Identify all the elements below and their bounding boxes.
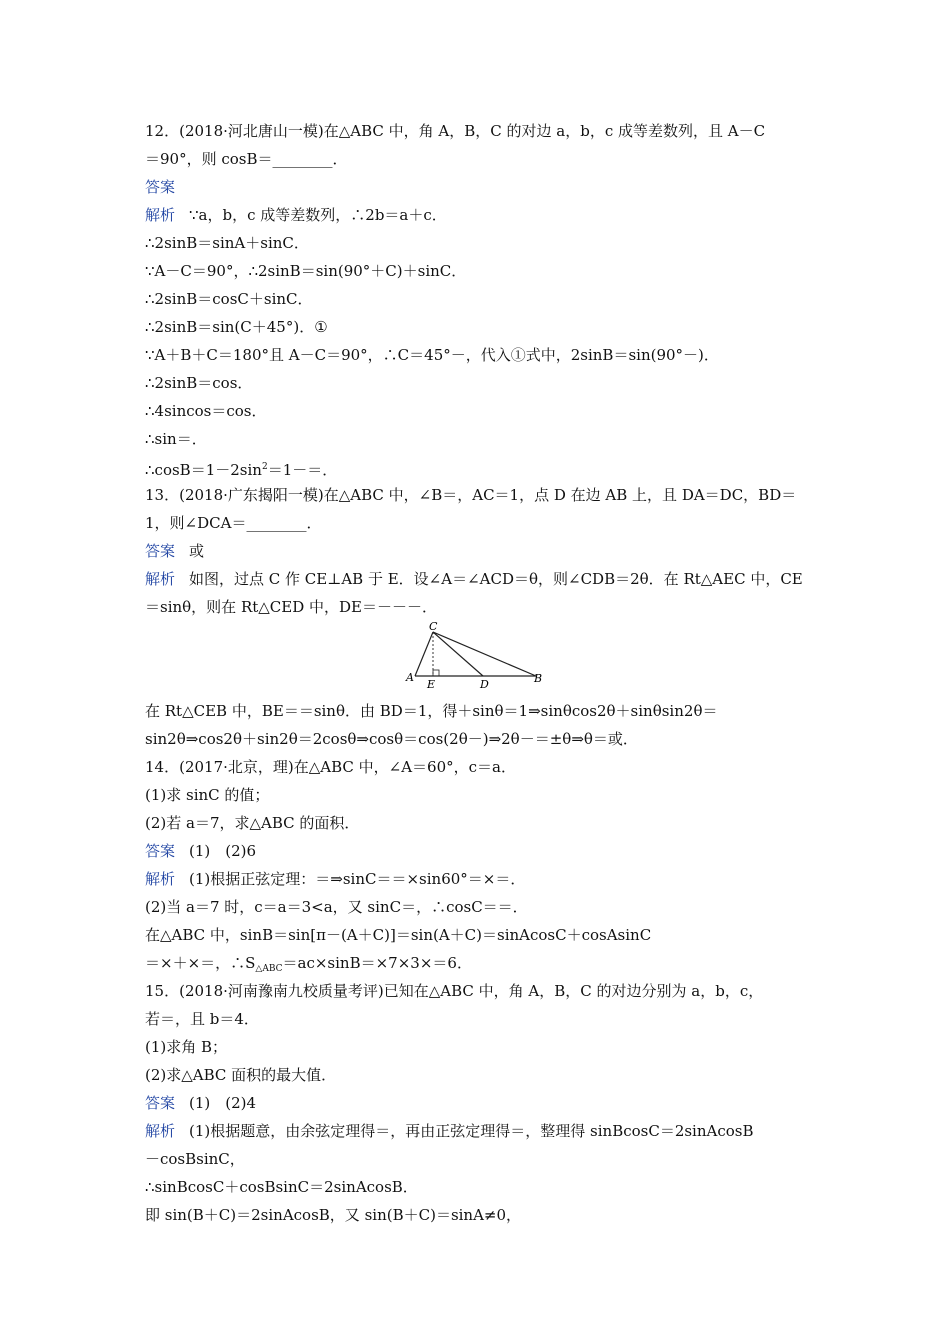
q14-text-line1: 14．(2017·北京，理)在△ABC 中，∠A＝60°，c＝a． [145,758,516,776]
label-d: D [480,678,489,691]
q12-text-line1: 12．(2018·河北唐山一模)在△ABC 中，角 A，B，C 的对边 a，b，c 成等差数列，且 A－C [145,122,766,140]
answer-label: 答案 [145,1094,176,1112]
q12-analysis-line1 [145,205,447,225]
analysis-text: ∵a，b，c 成等差数列，∴2b＝a＋c． [189,206,447,224]
q12-step-8: ∴sin＝． [145,430,207,448]
segment-cb [433,632,536,676]
answer-label: 答案 [145,178,176,196]
q12-text-line2: ＝90°，则 cosB＝________． [145,150,348,168]
q13-text-line2: 1，则∠DCA＝________． [145,514,322,532]
q14-area-subscript: △ABC [255,964,283,974]
q14-analysis-line1 [145,869,525,889]
q13-analysis-line3: 在 Rt△CEB 中，BE＝＝sinθ．由 BD＝1，得＋sinθ＝1⇒sinθcos2θ＋sinθsin2θ＝ [145,702,718,720]
q12-answer-row [145,177,175,197]
analysis-text: (1)根据题意，由余弦定理得＝，再由正弦定理得＝，整理得 sinBcosC＝2sinAcosB [189,1122,754,1140]
analysis-text: (1)根据正弦定理：＝⇒sinC＝＝×sin60°＝×＝． [189,870,526,888]
q12-step-9 [145,457,337,480]
label-e: E [427,678,436,691]
q14-analysis-line4 [145,953,472,979]
q12-step-5: ∵A＋B＋C＝180°且 A－C＝90°，∴C＝45°－，代入①式中，2sinB＝sin(90°－)． [145,346,719,364]
analysis-label: 解析 [145,206,176,224]
q15-part1: (1)求角 B； [145,1038,228,1056]
q12-step-1: ∴2sinB＝sinA＋sinC． [145,234,309,252]
q14-analysis-line4-text: ＝×＋×＝，∴S [145,954,256,972]
q14-analysis-line3: 在△ABC 中，sinB＝sin[π－(A＋C)]＝sin(A＋C)＝sinAcosC＋cosAsinC [145,926,652,944]
q14-answer: (1) (2)6 [189,842,257,860]
q13-analysis-line1 [145,569,803,589]
q12-step-4: ∴2sinB＝sin(C＋45°)．① [145,318,328,336]
q15-analysis-line3: ∴sinBcosC＋cosBsinC＝2sinAcosB． [145,1178,418,1196]
q13-answer: 或 [189,542,205,560]
answer-label: 答案 [145,842,176,860]
q15-analysis-line4: 即 sin(B＋C)＝2sinAcosB，又 sin(B＋C)＝sinA≠0， [145,1206,522,1224]
q13-text-line1: 13．(2018·广东揭阳一模)在△ABC 中，∠B＝，AC＝1，点 D 在边 AB 上，且 DA＝DC，BD＝ [145,486,797,504]
analysis-label: 解析 [145,570,176,588]
q15-text-line1: 15．(2018·河南豫南九校质量考评)已知在△ABC 中，角 A，B，C 的对边分别为 a，b，c， [145,982,764,1000]
q14-analysis-line2: (2)当 a＝7 时，c＝a＝3<a，又 sinC＝，∴cosC＝＝． [145,898,528,916]
label-c: C [429,620,438,633]
right-angle-mark [433,670,439,676]
q13-answer-row [145,541,204,561]
segment-ca [415,632,433,676]
q12-step-9-rest: ＝1－＝． [267,461,338,479]
q12-step-2: ∵A－C＝90°，∴2sinB＝sin(90°＋C)＋sinC． [145,262,467,280]
q13-analysis-line4: sin2θ⇒cos2θ＋sin2θ＝2cosθ⇒cosθ＝cos(2θ－)⇒2θ－＝±θ⇒θ＝或． [145,730,638,748]
q14-part1: (1)求 sinC 的值； [145,786,270,804]
analysis-label: 解析 [145,1122,176,1140]
analysis-text: 如图，过点 C 作 CE⊥AB 于 E．设∠A＝∠ACD＝θ，则∠CDB＝2θ．在 Rt△AEC 中，CE [189,570,803,588]
q15-answer: (1) (2)4 [189,1094,257,1112]
analysis-label: 解析 [145,870,176,888]
q15-analysis-line2: －cosBsinC， [145,1150,245,1168]
segment-cd [433,632,483,676]
q14-analysis-line4-rest: ＝ac×sinB＝×7×3×＝6． [282,954,472,972]
q15-part2: (2)求△ABC 面积的最大值． [145,1066,337,1084]
q12-step-9-text: ∴cosB＝1－2sin [145,461,262,479]
q15-text-line2: 若＝，且 b＝4． [145,1010,259,1028]
label-b: B [534,672,543,685]
q14-answer-row [145,841,256,861]
answer-label: 答案 [145,542,176,560]
q12-step-3: ∴2sinB＝cosC＋sinC． [145,290,313,308]
q12-step-9-superscript: 2 [261,462,268,472]
q14-part2: (2)若 a＝7，求△ABC 的面积． [145,814,360,832]
q15-analysis-line1 [145,1121,754,1141]
q13-analysis-line2: ＝sinθ，则在 Rt△CED 中，DE＝－－－． [145,598,438,616]
q12-step-6: ∴2sinB＝cos． [145,374,253,392]
q12-step-7: ∴4sincos＝cos． [145,402,267,420]
label-a: A [406,671,414,684]
q15-answer-row [145,1093,256,1113]
triangle-figure [400,620,550,692]
